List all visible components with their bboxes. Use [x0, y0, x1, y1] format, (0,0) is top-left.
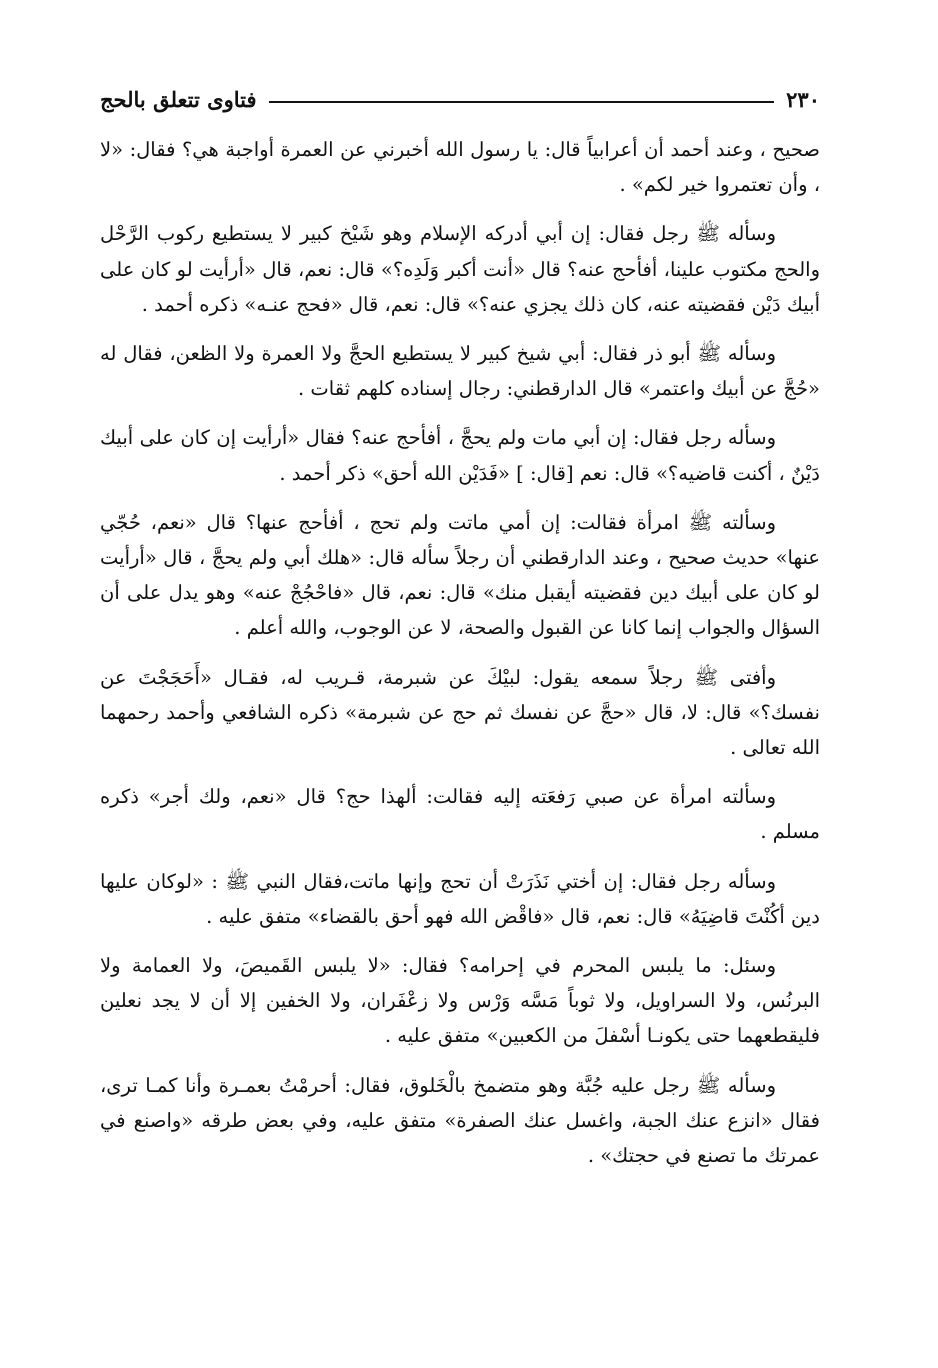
paragraph: وسأله ﷺ رجل عليه جُبَّة وهو متضمخ بالْخَلوق، فقال: أحرمْتُ بعمـرة وأنا كمـا ترى، فقال «انزع عنك الجبة، واغسل عنك الصفرة» متفق عليه، وفي بعض طرقه «واصنع في عمرتك ما تصنع في حجتك» .	[100, 1073, 820, 1168]
paragraph: وسئل: ما يلبس المحرم في إحرامه؟ فقال: «لا يلبس القَميصَ، ولا العمامة ولا البرنُس، ولا السراويل، ولا ثوباً مَسَّه وَرْس ولا زعْفَران، ولا الخفين إلا أن لا يجد نعلين فليقطعهما حتى يكونـا أسْفلَ من الكعبين» متفق عليه .	[100, 954, 820, 1048]
paragraph: وسأله رجل فقال: إن أبي مات ولم يحجَّ ، أفأحج عنه؟ فقال «أرأيت إن كان على أبيك دَيْنٌ ، أكنت قاضيه؟» قال: نعم [قال: ] «فَدَيْن الله أحق» ذكر أحمد .	[100, 426, 820, 485]
paragraph: وسأله ﷺ رجل فقال: إن أبي أدركه الإسلام وهو شَيْخ كبير لا يستطيع ركوب الرَّحْل والحج مكتوب علينا، أفأحج عنه؟ قال «أنت أكبر وَلَدِه؟» قال: نعم، قال «أرأيت لو كان على أبيك دَيْن فقضيته عنه، كان ذلك يجزي عنه؟» قال: نعم، قال «فحج عنـه» ذكره أحمد .	[100, 222, 820, 316]
running-title: فتاوى تتعلق بالحج	[100, 87, 257, 112]
page-number: ٢٣٠	[786, 87, 820, 112]
paragraph: وسأله رجل فقال: إن أختي نَذَرَتْ أن تحج وإنها ماتت،فقال النبي ﷺ : «لوكان عليها دين أكُنْتَ قاضِيَهُ» قال: نعم، قال «فاقْض الله فهو أحق بالقضاء» متفق عليه .	[100, 869, 820, 928]
paragraph: وسألته امرأة عن صبي رَفعَته إليه فقالت: ألهذا حج؟ قال «نعم، ولك أجر» ذكره مسلم .	[100, 785, 820, 844]
paragraph: وأفتى ﷺ رجلاً سمعه يقول: لبيْكَ عن شبرمة، قـريب له، فقـال «أَحَجَجْتَ عن نفسك؟» قال: لا، قال «حجَّ عن نفسك ثم حج عن شبرمة» ذكره الشافعي وأحمد رحمهما الله تعالى .	[100, 665, 820, 760]
paragraph: وسألته ﷺ امرأة فقالت: إن أمي ماتت ولم تحج ، أفأحج عنها؟ قال «نعم، حُجّي عنها» حديث صحيح ، وعند الدارقطني أن رجلاً سأله قال: «هلك أبي ولم يحجَّ ، قال «أرأيت لو كان على أبيك دين فقضيته أيقبل منك» قال: نعم، قال «فاحْجُجْ عنه» وهو يدل على أن السؤال والجواب إنما كانا عن القبول والصحة، لا عن الوجوب، والله أعلم .	[100, 510, 820, 640]
paragraph: صحيح ، وعند أحمد أن أعرابياً قال: يا رسول الله أخبرني عن العمرة أواجبة هي؟ فقال: «لا ، وأن تعتمروا خير لكم» .	[100, 138, 820, 197]
header-rule	[269, 101, 775, 103]
body-text	[100, 132, 820, 1187]
paragraph: وسأله ﷺ أبو ذر فقال: أبي شيخ كبير لا يستطيع الحجَّ ولا العمرة ولا الظعن، فقال له «حُجَّ عن أبيك واعتمر» قال الدارقطني: رجال إسناده كلهم ثقات .	[100, 342, 820, 401]
page-header	[100, 78, 820, 112]
